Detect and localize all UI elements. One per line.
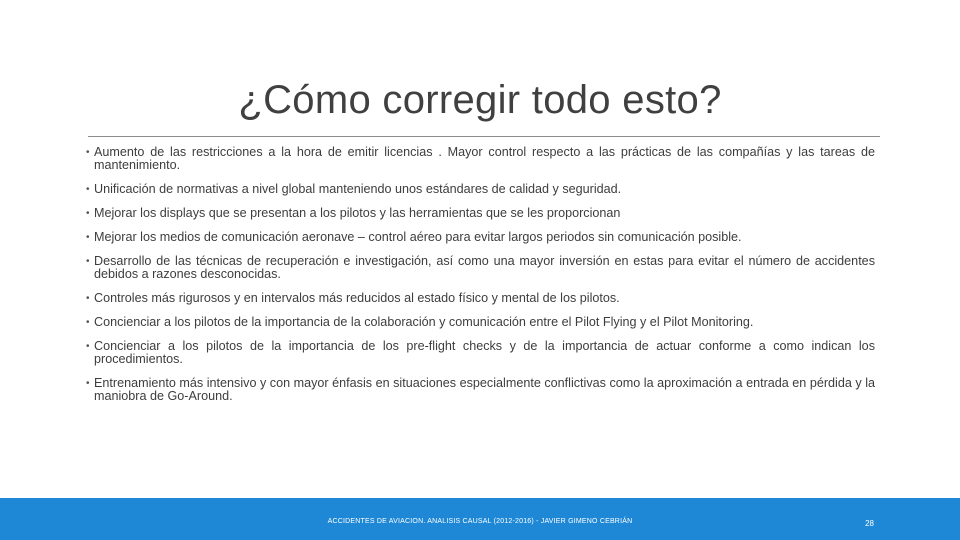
bullet-text: • Unificación de normativas a nivel global manteniendo unos estándares de calidad y seguridad.: [94, 182, 622, 196]
list-item: [86, 207, 875, 220]
list-item: [86, 255, 875, 281]
list-item: [86, 340, 875, 366]
list-item: [86, 183, 875, 196]
list-item: [86, 316, 875, 329]
list-item: [86, 231, 875, 244]
list-item: [86, 377, 875, 403]
bullet-text: • Aumento de las restricciones a la hora de emitir licencias . Mayor control respecto a las prácticas de las compañías y las tareas de mantenimiento.: [94, 145, 875, 172]
slide-title: ¿Cómo corregir todo esto?: [238, 78, 722, 122]
bullet-text: • Desarrollo de las técnicas de recuperación e investigación, así como una mayor inversión en estas para evitar el número de accidentes debidos a razones desconocidas.: [94, 254, 875, 281]
bullet-text: • Concienciar a los pilotos de la importancia de la colaboración y comunicación entre el Pilot Flying y el Pilot Monitoring.: [94, 315, 754, 329]
bullet-text: • Entrenamiento más intensivo y con mayor énfasis en situaciones especialmente conflictivas como la aproximación a entrada en pérdida y la maniobra de Go-Around.: [94, 376, 875, 403]
page-number: 28: [865, 519, 874, 528]
bullet-text: • Mejorar los medios de comunicación aeronave – control aéreo para evitar largos periodos sin comunicación posible.: [94, 230, 742, 244]
bullet-text: • Controles más rigurosos y en intervalos más reducidos al estado físico y mental de los pilotos.: [94, 291, 620, 305]
footer-bar: [0, 498, 960, 540]
footer-text: ACCIDENTES DE AVIACION. ANALISIS CAUSAL (2012-2016) - JAVIER GIMENO CEBRIÁN: [327, 518, 633, 525]
bullet-text: • Concienciar a los pilotos de la importancia de los pre-flight checks y de la importancia de actuar conforme a como indican los procedimientos.: [94, 339, 875, 366]
list-item: [86, 292, 875, 305]
list-item: [86, 146, 875, 172]
bullet-text: • Mejorar los displays que se presentan a los pilotos y las herramientas que se les proporcionan: [94, 206, 621, 220]
title-divider: [88, 136, 880, 137]
bullet-list: [86, 146, 875, 414]
